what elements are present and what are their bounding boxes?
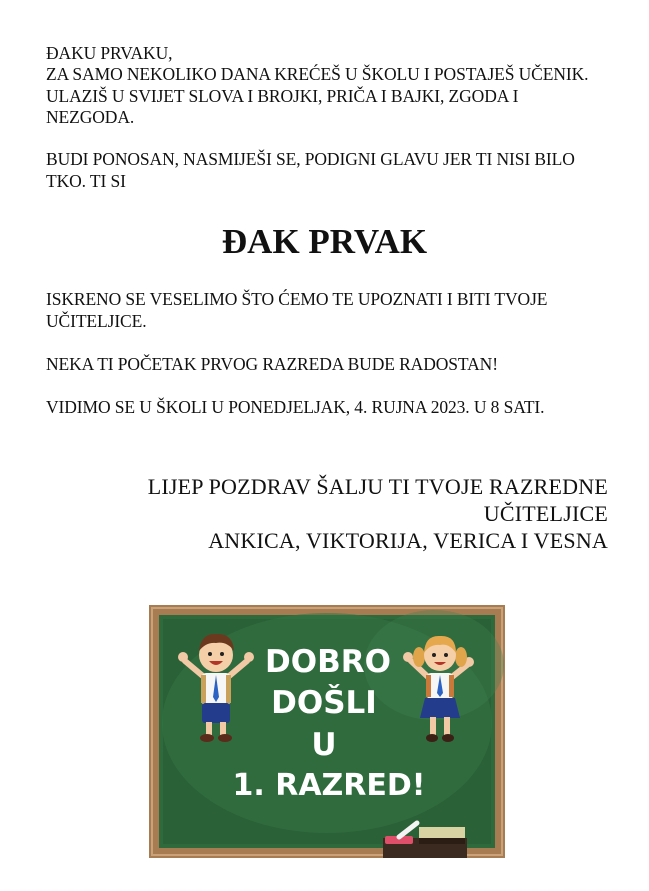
chalkboard-text: DOŠLI (271, 685, 377, 721)
signoff-line: UČITELJICE (483, 501, 608, 526)
chalkboard-svg (149, 605, 505, 858)
letter-paragraph-meet: ISKRENO SE VESELIMO ŠTO ĆEMO TE UPOZNATI I BITI TVOJE UČITELJICE. (46, 289, 548, 331)
chalkboard-illustration (149, 605, 505, 858)
page-title: ĐAK PRVAK (221, 222, 428, 261)
chalkboard-text: DOBRO (265, 644, 391, 680)
signoff-line: LIJEP POZDRAV ŠALJU TI TVOJE RAZREDNE (147, 474, 608, 499)
letter-paragraph-proud: BUDI PONOSAN, NASMIJEŠI SE, PODIGNI GLAVU JER TI NISI BILO TKO. TI SI (46, 149, 575, 191)
signoff (88, 473, 608, 554)
chalkboard-text: U (311, 727, 337, 763)
letter-paragraph-intro: ZA SAMO NEKOLIKO DANA KREĆEŠ U ŠKOLU I POSTAJEŠ UČENIK. ULAZIŠ U SVIJET SLOVA I BROJKI, PRIČA I BAJKI, ZGODA I NEZGODA. (46, 64, 589, 127)
chalkboard-text: 1. RAZRED! (232, 768, 426, 803)
letter-paragraph-date: VIDIMO SE U ŠKOLI U PONEDJELJAK, 4. RUJNA 2023. U 8 SATI. (46, 397, 545, 417)
letter-paragraph-wish: NEKA TI POČETAK PRVOG RAZREDA BUDE RADOSTAN! (46, 354, 498, 374)
signoff-names: ANKICA, VIKTORIJA, VERICA I VESNA (208, 528, 608, 553)
letter-greeting: ĐAKU PRVAKU, (46, 43, 173, 63)
